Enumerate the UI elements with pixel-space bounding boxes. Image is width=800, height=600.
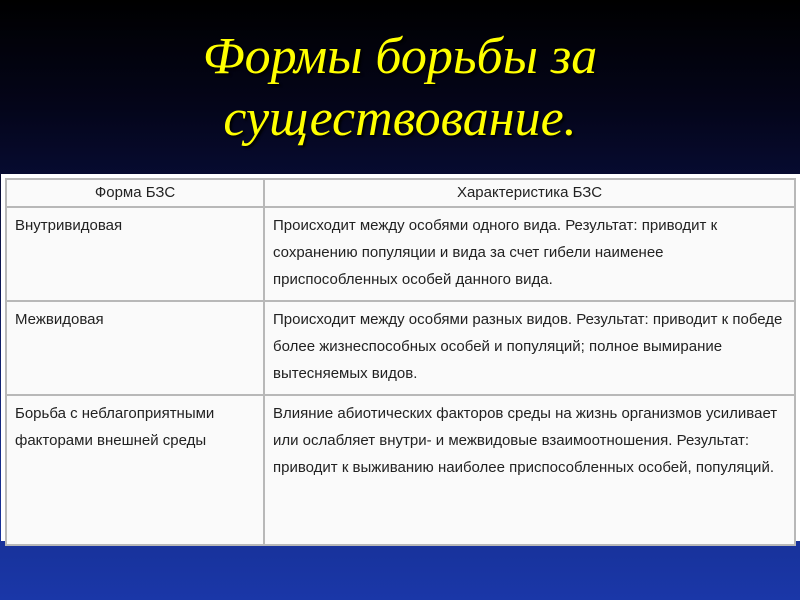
- bzs-table-container: [1, 174, 800, 541]
- table-row: [6, 301, 795, 395]
- header-form: Форма БЗС: [6, 179, 264, 207]
- description-cell: Происходит между особями одного вида. Результат: приводит к сохранению популяции и вида за счет гибели наименее приспособленных особей данного вида.: [264, 207, 795, 301]
- table-row: [6, 395, 795, 545]
- slide-title: [0, 26, 800, 150]
- description-cell: Влияние абиотических факторов среды на жизнь организмов усиливает или ослабляет внутри- и межвидовые взаимоотношения. Результат: приводит к выживанию наиболее приспособленных особей, популяций.: [264, 395, 795, 545]
- slide-title-line-1: Формы борьбы за: [202, 28, 598, 85]
- form-cell: Внутривидовая: [6, 207, 264, 301]
- bzs-table: [5, 178, 796, 546]
- header-characteristic: Характеристика БЗС: [264, 179, 795, 207]
- form-cell: Борьба с неблагоприятными факторами внешней среды: [6, 395, 264, 545]
- slide-title-line-2: существование.: [223, 90, 577, 147]
- description-cell: Происходит между особями разных видов. Результат: приводит к победе более жизнеспособных особей и популяций; полное вымирание вытесняемых видов.: [264, 301, 795, 395]
- table-row: [6, 207, 795, 301]
- table-header-row: [6, 179, 795, 207]
- form-cell: Межвидовая: [6, 301, 264, 395]
